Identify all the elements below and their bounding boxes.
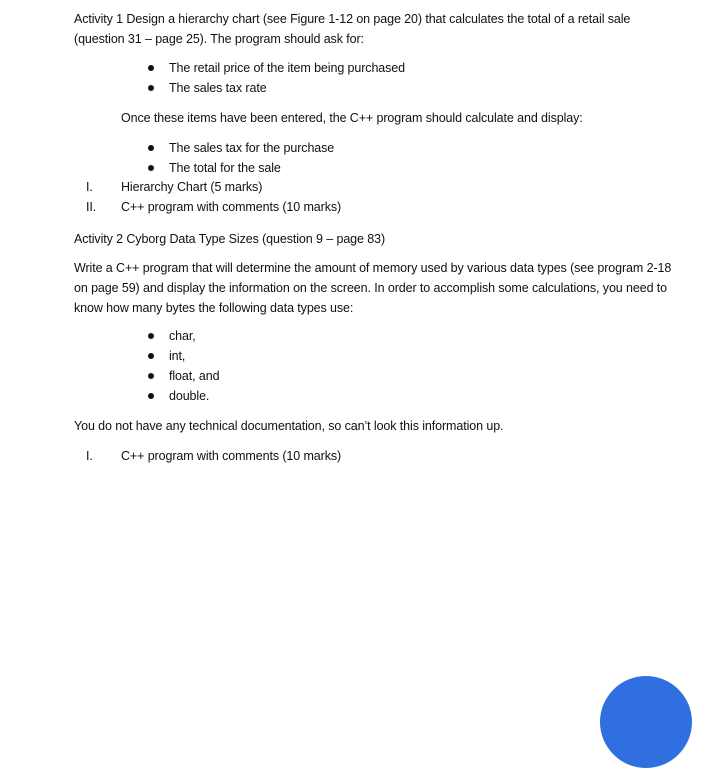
activity2-title: Activity 2 Cyborg Data Type Sizes (question 9 – page 83) — [74, 232, 386, 246]
activity2-note: You do not have any technical documentation, so can’t look this information up. — [74, 419, 504, 433]
bullet-icon — [148, 353, 154, 359]
list-item: II. C++ program with comments (10 marks) — [86, 200, 342, 214]
activity1-inputs-list — [146, 58, 405, 98]
activity1-once-text: Once these items have been entered, the C++ program should calculate and display: — [121, 111, 583, 125]
list-item: I. C++ program with comments (10 marks) — [86, 449, 342, 463]
activity1-deliverables — [86, 177, 341, 217]
list-item: double. — [146, 386, 219, 406]
list-item: I. Hierarchy Chart (5 marks) — [86, 180, 263, 194]
bullet-icon — [148, 333, 154, 339]
activity1-outputs-list — [146, 138, 334, 178]
activity1-intro: Activity 1 Design a hierarchy chart (see Figure 1-12 on page 20) that calculates the total of a retail sale (question 31 – page 25). The program should ask for: — [74, 12, 631, 46]
list-item: The sales tax rate — [146, 78, 405, 98]
floating-action-button[interactable] — [600, 676, 692, 768]
list-item: The retail price of the item being purchased — [146, 58, 405, 78]
activity2-deliverables — [86, 446, 341, 466]
list-item: float, and — [146, 366, 219, 386]
bullet-icon — [148, 373, 154, 379]
bullet-icon — [148, 393, 154, 399]
list-item: int, — [146, 346, 219, 366]
bullet-icon — [148, 65, 154, 71]
activity2-types-list — [146, 326, 219, 406]
list-item: The sales tax for the purchase — [146, 138, 334, 158]
bullet-icon — [148, 145, 154, 151]
bullet-icon — [148, 165, 154, 171]
activity2-description: Write a C++ program that will determine the amount of memory used by various data types (see program 2-18 on page 59) and display the information on the screen. In order to accomplish some calculations, you need to know how many bytes the following data types use: — [74, 261, 672, 315]
list-item: char, — [146, 326, 219, 346]
bullet-icon — [148, 85, 154, 91]
list-item: The total for the sale — [146, 158, 334, 178]
